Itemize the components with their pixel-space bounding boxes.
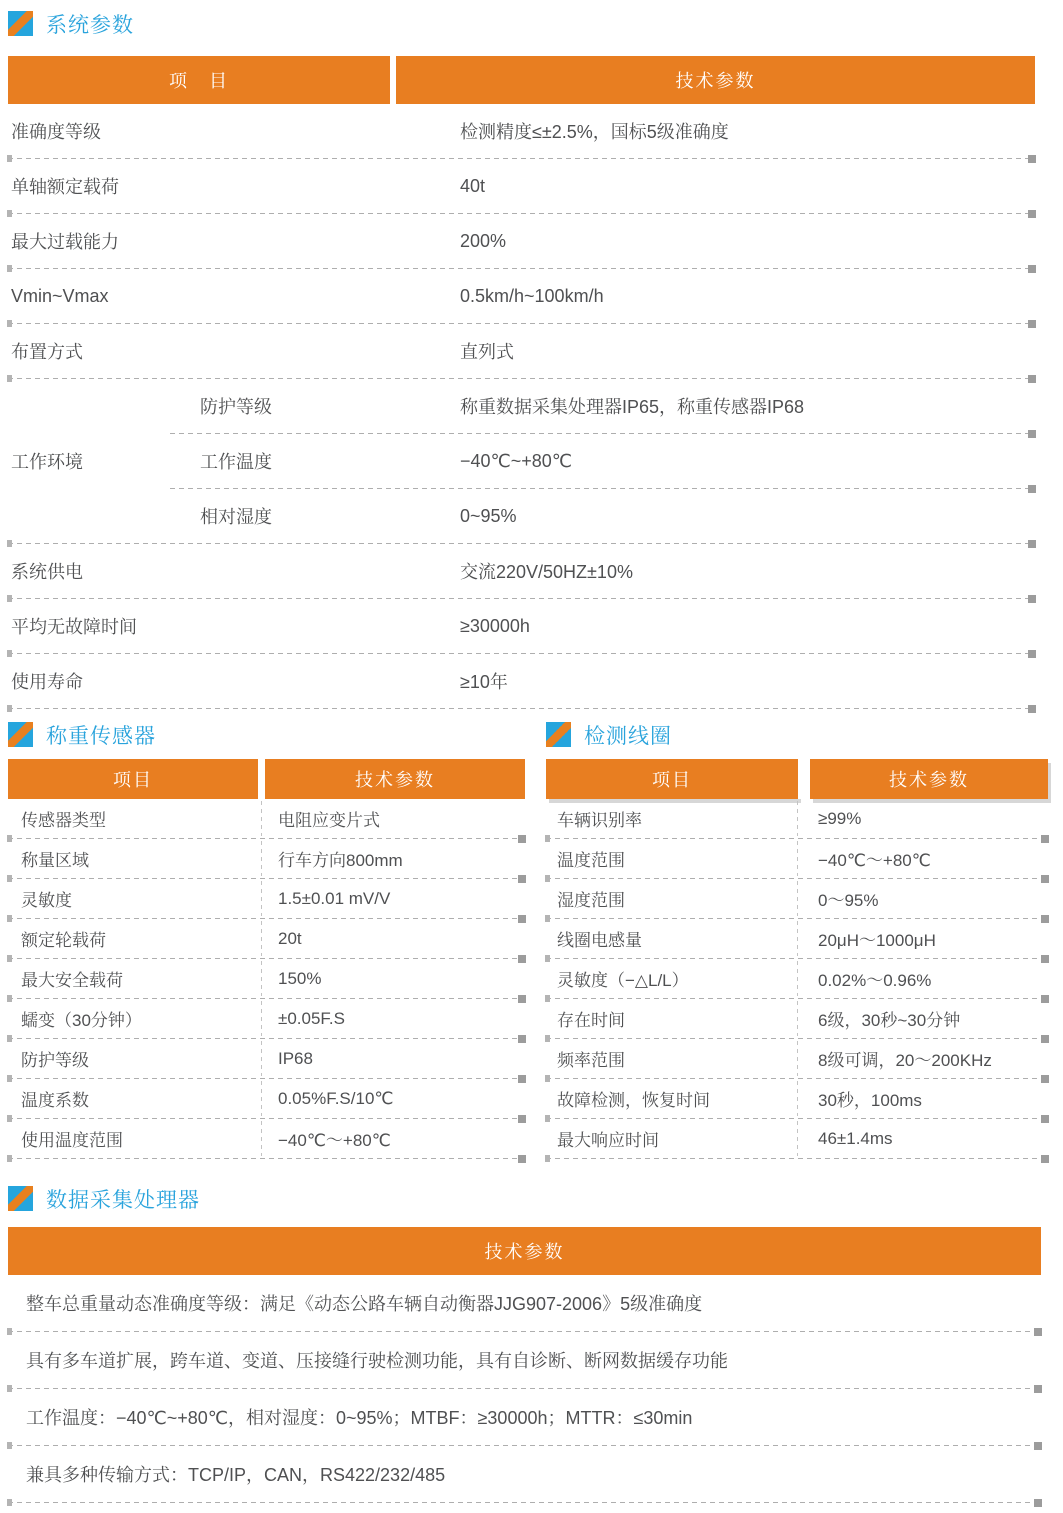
- row-label: 布置方式: [11, 342, 83, 362]
- table-row: [546, 1039, 1048, 1078]
- table-row: [8, 1039, 525, 1078]
- row-label: 故障检测，恢复时间: [557, 1091, 710, 1110]
- table-row-group: [8, 379, 1035, 543]
- row-label: 湿度范围: [557, 891, 625, 910]
- table-header-row: [546, 759, 1048, 799]
- row-divider: [8, 1502, 1041, 1503]
- row-divider: [8, 213, 1035, 214]
- section-title-coil: [546, 721, 1048, 748]
- table-row: [8, 1079, 525, 1118]
- section-title-text: 系统参数: [46, 13, 134, 37]
- table-row: [8, 599, 1035, 653]
- table-subrow: [170, 434, 1035, 488]
- table-row: [546, 959, 1048, 998]
- coil-table: [546, 721, 1048, 1159]
- row-divider: [8, 1158, 525, 1159]
- table-row: [8, 159, 1035, 213]
- row-divider: [8, 323, 1035, 324]
- table-subrow: [170, 379, 1035, 433]
- table-row: [546, 1079, 1048, 1118]
- table-row: [546, 839, 1048, 878]
- table-row: [8, 269, 1035, 323]
- table-row: [8, 839, 525, 878]
- row-value: 30秒，100ms: [818, 1091, 922, 1110]
- section-marker-icon: [546, 722, 571, 747]
- row-value: 称重数据采集处理器IP65，称重传感器IP68: [460, 397, 805, 417]
- row-label: 平均无故障时间: [11, 617, 137, 637]
- row-value: IP68: [278, 1048, 313, 1068]
- row-value: 40t: [460, 175, 486, 196]
- row-divider: [8, 543, 1035, 544]
- row-value: −40℃~+80℃: [460, 450, 573, 471]
- row-label: 防护等级: [200, 397, 272, 417]
- row-label: 最大响应时间: [557, 1131, 659, 1150]
- table-row: [546, 999, 1048, 1038]
- section-title-text: 检测线圈: [584, 724, 672, 748]
- row-value: 6级，30秒~30分钟: [818, 1011, 961, 1030]
- table-header-row: [8, 56, 1035, 104]
- table-row: [546, 799, 1048, 838]
- column-header-spec: 技术参数: [265, 759, 525, 799]
- table-row: [8, 324, 1035, 378]
- row-label: 系统供电: [11, 562, 83, 582]
- row-value: 检测精度≤±2.5%，国标5级准确度: [460, 122, 729, 142]
- table-row: 整车总重量动态准确度等级：满足《动态公路车辆自动衡器JJG907-2006》5级准确度: [26, 1294, 703, 1314]
- row-value: −40℃～+80℃: [278, 1131, 391, 1150]
- row-value: 电阻应变片式: [278, 811, 380, 830]
- row-label: 蠕变（30分钟）: [21, 1011, 142, 1030]
- row-label: 频率范围: [557, 1051, 625, 1070]
- row-value: 20t: [278, 928, 302, 948]
- section-marker-icon: [8, 1186, 33, 1211]
- table-row: [8, 919, 525, 958]
- row-value: 0~95%: [460, 505, 517, 526]
- row-value: ≥10年: [460, 672, 508, 692]
- row-value: 0～95%: [818, 891, 879, 910]
- subrow-divider: [170, 488, 1035, 489]
- table-row: [8, 544, 1035, 598]
- row-label: 灵敏度: [21, 891, 72, 910]
- table-row: 工作温度：−40℃~+80℃，相对湿度：0~95%；MTBF：≥30000h；MTTR：≤30min: [26, 1408, 693, 1428]
- section-title-processor: [8, 1185, 1041, 1212]
- row-divider: [8, 1388, 1041, 1389]
- row-value: ±0.05F.S: [278, 1008, 345, 1028]
- column-header-item: 项目: [546, 759, 798, 799]
- row-label: 防护等级: [21, 1051, 89, 1070]
- group-rows: [170, 379, 1035, 543]
- row-label: 最大安全载荷: [21, 971, 123, 990]
- row-value: 交流220V/50HZ±10%: [460, 562, 633, 582]
- row-divider: [546, 1158, 1048, 1159]
- row-value: 行车方向800mm: [278, 851, 403, 870]
- row-label: 灵敏度（−△L/L）: [557, 971, 689, 990]
- row-divider: [8, 378, 1035, 379]
- section-title-system: [8, 10, 1063, 37]
- two-column-section: [8, 721, 1063, 1159]
- row-divider: [8, 708, 1035, 709]
- header-gap: [798, 759, 810, 799]
- row-divider: [8, 158, 1035, 159]
- table-row: [8, 1119, 525, 1158]
- row-label: 单轴额定载荷: [11, 177, 119, 197]
- table-row: [8, 214, 1035, 268]
- table-row: [546, 919, 1048, 958]
- table-row: [546, 1119, 1048, 1158]
- row-label: 使用温度范围: [21, 1131, 123, 1150]
- table-row: [8, 654, 1035, 708]
- row-value: 46±1.4ms: [818, 1128, 893, 1148]
- table-header-row: [8, 759, 525, 799]
- row-label: 使用寿命: [11, 672, 83, 692]
- row-divider: [8, 268, 1035, 269]
- table-row: [8, 104, 1035, 158]
- row-value: ≥99%: [818, 808, 862, 828]
- row-value: 200%: [460, 230, 507, 251]
- row-value: 0.05%F.S/10℃: [278, 1088, 394, 1108]
- column-header-spec: 技术参数: [396, 56, 1035, 104]
- row-value: 150%: [278, 968, 322, 988]
- row-value: 1.5±0.01 mV/V: [278, 888, 391, 908]
- section-title-sensor: [8, 721, 525, 748]
- row-label: 车辆识别率: [557, 811, 642, 830]
- system-parameters-table: [8, 56, 1035, 709]
- table-row: [8, 799, 525, 838]
- row-value: 0.5km/h~100km/h: [460, 285, 604, 306]
- table-header-row: 技术参数: [8, 1227, 1041, 1275]
- section-marker-icon: [8, 11, 33, 36]
- header-gap: [258, 759, 265, 799]
- row-label: 线圈电感量: [557, 931, 642, 950]
- table-row: [546, 879, 1048, 918]
- column-header-item: 项目: [8, 759, 258, 799]
- subrow-divider: [170, 433, 1035, 434]
- table-row: [8, 999, 525, 1038]
- row-divider: [8, 598, 1035, 599]
- row-label: 传感器类型: [21, 811, 106, 830]
- row-label: 额定轮载荷: [21, 931, 106, 950]
- row-label: 最大过载能力: [11, 232, 119, 252]
- row-divider: [8, 1331, 1041, 1332]
- row-label: 相对湿度: [200, 507, 272, 527]
- column-header-spec: 技术参数: [810, 759, 1048, 799]
- table-row: [8, 959, 525, 998]
- row-value: 直列式: [460, 342, 514, 362]
- table-row: [8, 879, 525, 918]
- row-label: 工作温度: [200, 452, 272, 472]
- row-label: 存在时间: [557, 1011, 625, 1030]
- section-marker-icon: [8, 722, 33, 747]
- row-divider: [8, 1445, 1041, 1446]
- table-row: 具有多车道扩展，跨车道、变道、压接缝行驶检测功能，具有自诊断、断网数据缓存功能: [26, 1351, 728, 1371]
- row-divider: [8, 653, 1035, 654]
- table-subrow: [170, 489, 1035, 543]
- group-label: 工作环境: [11, 452, 83, 472]
- row-label: Vmin~Vmax: [11, 285, 109, 306]
- row-value: 20μH～1000μH: [818, 931, 936, 950]
- row-label: 温度系数: [21, 1091, 89, 1110]
- sensor-table: [8, 721, 525, 1159]
- section-title-text: 数据采集处理器: [46, 1188, 200, 1212]
- row-label: 温度范围: [557, 851, 625, 870]
- row-value: ≥30000h: [460, 615, 530, 636]
- row-label: 准确度等级: [11, 122, 101, 142]
- processor-table: [8, 1185, 1041, 1503]
- row-value: −40℃～+80℃: [818, 851, 931, 870]
- column-header-item: 项 目: [8, 56, 390, 104]
- row-value: 0.02%～0.96%: [818, 971, 932, 990]
- row-value: 8级可调，20～200KHz: [818, 1051, 992, 1070]
- table-row: 兼具多种传输方式：TCP/IP，CAN，RS422/232/485: [26, 1465, 446, 1485]
- row-label: 称量区域: [21, 851, 89, 870]
- section-title-text: 称重传感器: [46, 724, 156, 748]
